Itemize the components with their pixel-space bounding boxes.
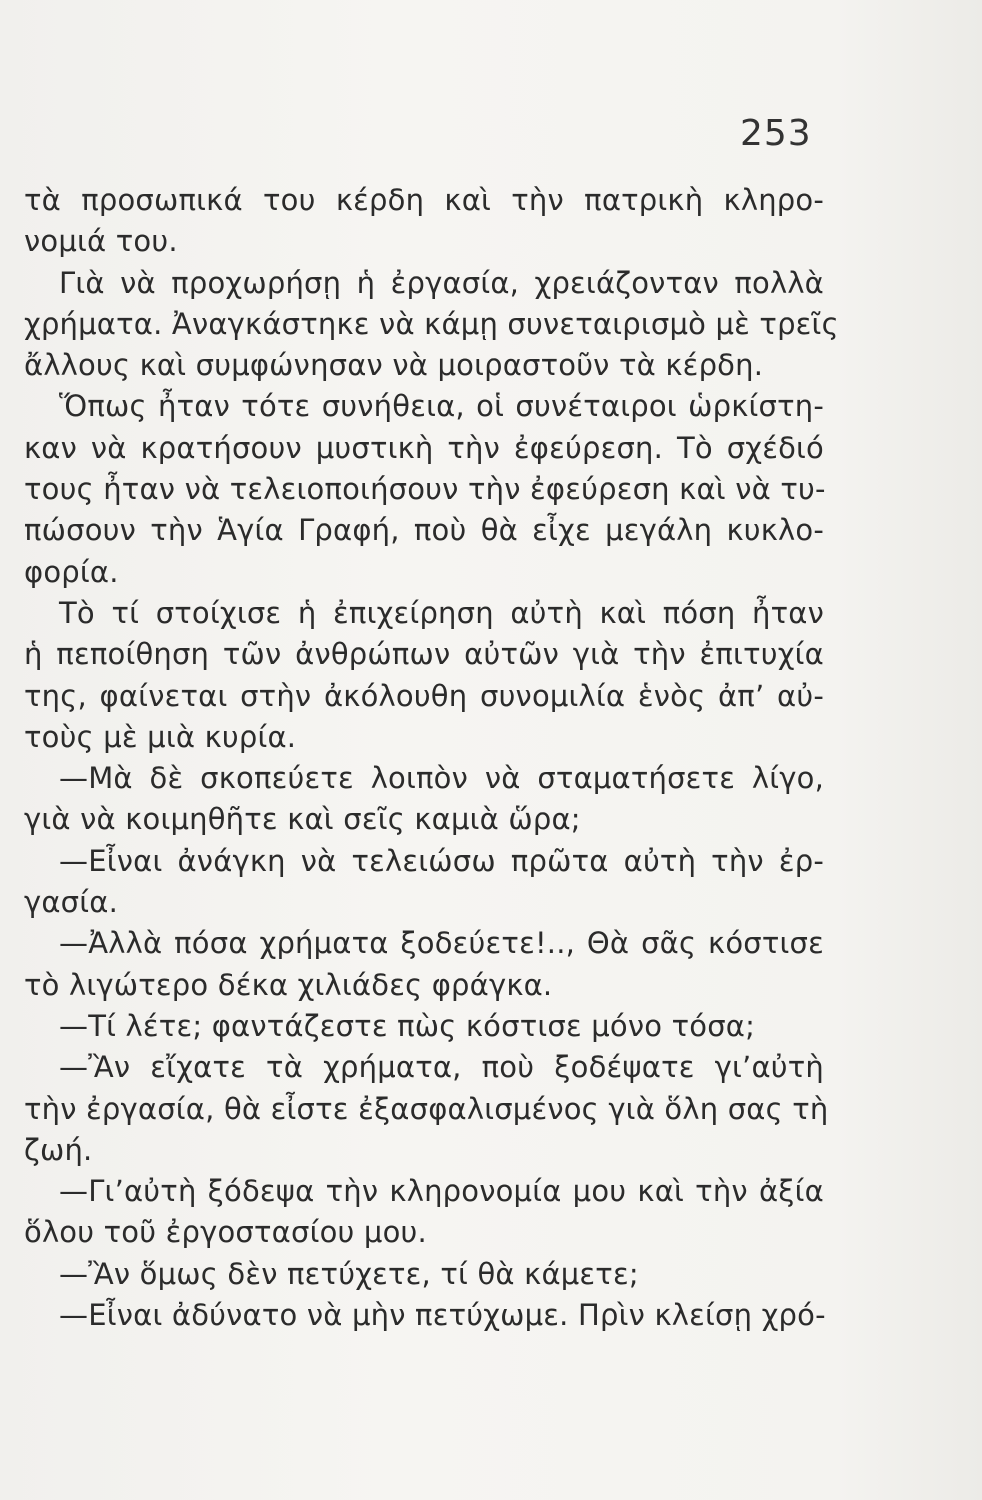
text-line: —Ἂν εἴχατε τὰ χρήματα, ποὺ ξοδέψατε γι’αὐτὴ bbox=[59, 1050, 824, 1085]
text-line: —Μὰ δὲ σκοπεύετε λοιπὸν νὰ σταματήσετε λίγο, bbox=[59, 761, 824, 796]
text-line: —Τί λέτε; φαντάζεστε πὼς κόστισε μόνο τόσα; bbox=[59, 1008, 756, 1043]
text-line: Τὸ τί στοίχισε ἡ ἐπιχείρηση αὐτὴ καὶ πόση ἦταν bbox=[59, 595, 824, 630]
text-line: Γιὰ νὰ προχωρήσῃ ἡ ἐργασία, χρειάζονταν πολλὰ bbox=[59, 265, 824, 300]
text-line: —Ἂν ὅμως δὲν πετύχετε, τί θὰ κάμετε; bbox=[59, 1256, 639, 1291]
text-line: ὅλου τοῦ ἐργοστασίου μου. bbox=[24, 1215, 427, 1250]
text-line: —Γι’αὐτὴ ξόδεψα τὴν κληρονομία μου καὶ τὴν ἀξία bbox=[59, 1174, 824, 1209]
text-line: —Εἶναι ἀδύνατο νὰ μὴν πετύχωμε. Πρὶν κλείσῃ χρό- bbox=[59, 1298, 826, 1333]
text-line: καν νὰ κρατήσουν μυστικὴ τὴν ἐφεύρεση. Τὸ σχέδιό bbox=[24, 430, 824, 465]
text-line: ἡ πεποίθηση τῶν ἀνθρώπων αὐτῶν γιὰ τὴν ἐπιτυχία bbox=[24, 637, 824, 672]
text-line: τους ἦταν νὰ τελειοποιήσουν τὴν ἐφεύρεση καὶ νὰ τυ- bbox=[24, 472, 826, 507]
text-line: Ὅπως ἦταν τότε συνήθεια, οἱ συνέταιροι ὡρκίστη- bbox=[59, 389, 824, 424]
text-line: της, φαίνεται στὴν ἀκόλουθη συνομιλία ἑνὸς ἀπ’ αὐ- bbox=[24, 678, 824, 713]
text-line: ἄλλους καὶ συμφώνησαν νὰ μοιραστοῦν τὰ κέρδη. bbox=[24, 348, 764, 383]
text-line: —Εἶναι ἀνάγκη νὰ τελειώσω πρῶτα αὐτὴ τὴν ἐρ- bbox=[59, 843, 824, 878]
text-line: νομιά του. bbox=[24, 224, 178, 259]
text-line: τὰ προσωπικά του κέρδη καὶ τὴν πατρικὴ κληρο- bbox=[24, 183, 824, 217]
text-line: τὸ λιγώτερο δέκα χιλιάδες φράγκα. bbox=[24, 967, 553, 1002]
text-line: πώσουν τὴν Ἁγία Γραφή, ποὺ θὰ εἶχε μεγάλη κυκλο- bbox=[24, 513, 824, 548]
body-text bbox=[24, 180, 839, 1336]
text-line: γασία. bbox=[24, 885, 119, 920]
text-line: τὴν ἐργασία, θὰ εἶστε ἐξασφαλισμένος γιὰ ὅλη σας τὴ bbox=[24, 1091, 829, 1126]
text-line: τοὺς μὲ μιὰ κυρία. bbox=[24, 719, 297, 754]
page-number: 253 bbox=[740, 113, 812, 154]
text-line: φορία. bbox=[24, 554, 119, 589]
text-line: ζωή. bbox=[24, 1132, 93, 1167]
text-line: χρήματα. Ἀναγκάστηκε νὰ κάμῃ συνεταιρισμὸ μὲ τρεῖς bbox=[24, 306, 839, 341]
text-line: —Ἀλλὰ πόσα χρήματα ξοδεύετε!.., Θὰ σᾶς κόστισε bbox=[59, 926, 824, 961]
text-line: γιὰ νὰ κοιμηθῆτε καὶ σεῖς καμιὰ ὥρα; bbox=[24, 802, 581, 837]
